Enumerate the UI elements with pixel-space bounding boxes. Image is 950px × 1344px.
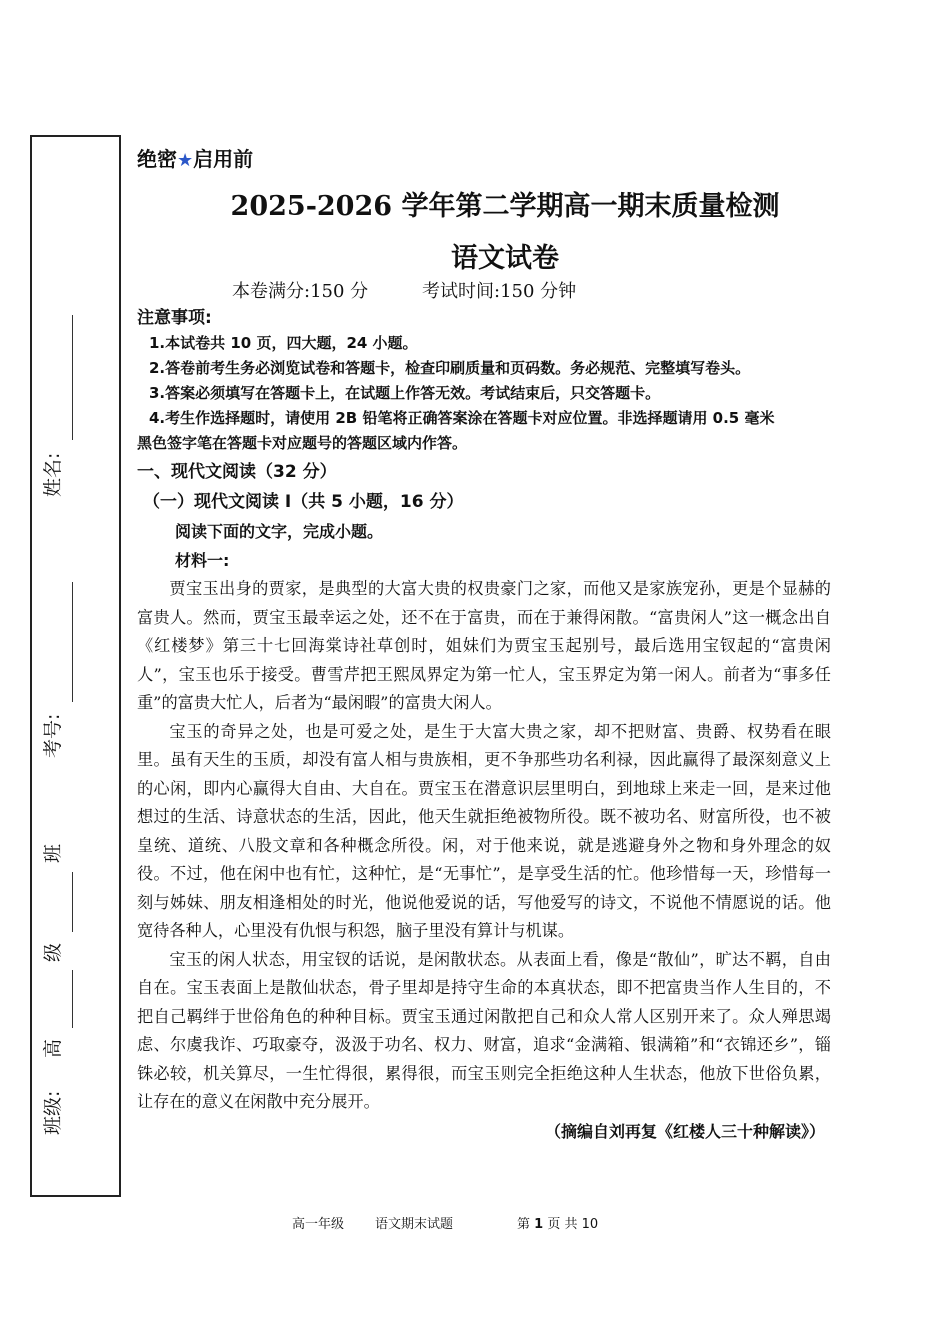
material-paragraph: 贾宝玉出身的贾家，是典型的大富大贵的权贵豪门之家，而他又是家族宠孙，更是个显赫的富贵人。然而，贾宝玉最幸运之处，还不在于富贵，而在于兼得闲散。“富贵闲人”这一概念出自《红楼梦》第三十七回海棠诗社草创时，姐妹们为贾宝玉起别号，最后选用宝钗起的“富贵闲人”，宝玉也乐于接受。曹雪芹把王熙凤界定为第一忙人，宝玉界定为第一闲人。前者为“事多任重”的富贵大忙人，后者为“最闲暇”的富贵大闲人。 xyxy=(137,579,831,712)
page-total: 10 xyxy=(581,1217,599,1232)
page-pre: 第 xyxy=(517,1217,531,1232)
gao-char: 高 xyxy=(42,1038,64,1058)
ban-char: 班 xyxy=(42,843,64,863)
exam-title: 2025-2026 学年第二学期高一期末质量检测 xyxy=(230,191,780,222)
grade-number-field-line[interactable] xyxy=(72,970,73,1028)
ji-char: 级 xyxy=(42,942,64,962)
exam-subtitle: 语文试卷 xyxy=(451,243,559,274)
full-score: 本卷满分:150 分 xyxy=(232,281,369,302)
notice-item: 4.考生作选择题时，请使用 2B 铅笔将正确答案涂在答题卡对应位置。非选择题请用 0.5 毫米 xyxy=(149,409,775,427)
footer-grade: 高一年级 xyxy=(292,1217,345,1232)
exam-number-field-line[interactable] xyxy=(72,582,73,702)
name-field-line[interactable] xyxy=(72,315,73,440)
notice-item: 3.答案必须填写在答题卡上，在试题上作答无效。考试结束后，只交答题卡。 xyxy=(149,384,661,402)
part-title: （一）现代文阅读 I（共 5 小题，16 分） xyxy=(143,492,464,512)
source-citation: （摘编自刘再复《红楼人三十种解读》） xyxy=(544,1121,825,1141)
material-paragraph: 宝玉的奇异之处，也是可爱之处，是生于大富大贵之家，却不把财富、贵爵、权势看在眼里。虽有天生的玉质，却没有富人相与贵族相，更不争那些功名利禄，因此赢得了最深刻意义上的心闲，即内心赢得大自由、大自在。贾宝玉在潜意识层里明白，到地球上来走一回，是来过他想过的生活、诗意状态的生活，因此，他天生就拒绝被物所役。既不被功名、财富所役，也不被皇统、道统、八股文章和各种概念所役。闲，对于他来说，就是逃避身外之物和身外理念的奴役。不过，他在闲中也有忙，这种忙，是“无事忙”，是享受生活的忙。他珍惜每一天，珍惜每一刻与姊妹、朋友相逢相处的时光，他说他爱说的话，写他爱写的诗文，不说他不情愿说的话。他宽待各种人，心里没有仇恨与积怨，脑子里没有算计与机谋。 xyxy=(137,721,831,940)
material-label: 材料一: xyxy=(175,551,230,570)
star-icon: ★ xyxy=(177,150,194,171)
section-title: 一、现代文阅读（32 分） xyxy=(137,462,337,482)
page-indicator xyxy=(517,1213,598,1232)
name-label: 姓名: xyxy=(42,452,64,497)
notice-item: 黑色签字笔在答题卡对应题号的答题区域内作答。 xyxy=(137,434,468,452)
class-number-field-line[interactable] xyxy=(72,872,73,932)
before-use-text: 启用前 xyxy=(193,147,254,171)
notice-title: 注意事项: xyxy=(137,308,212,328)
exam-number-label: 考号: xyxy=(42,713,64,758)
class-label: 班级: xyxy=(42,1090,64,1135)
confidential-mark xyxy=(137,143,253,172)
page-mid: 页 共 xyxy=(547,1217,578,1232)
binding-line-box xyxy=(30,135,121,1197)
exam-content xyxy=(137,305,831,1147)
exam-time: 考试时间:150 分钟 xyxy=(422,281,577,302)
reading-instruction: 阅读下面的文字，完成小题。 xyxy=(175,522,384,541)
confidential-text: 绝密 xyxy=(137,147,177,171)
footer-subject: 语文期末试题 xyxy=(375,1217,454,1232)
page-number: 1 xyxy=(534,1217,544,1232)
notice-item: 2.答卷前考生务必浏览试卷和答题卡，检查印刷质量和页码数。务必规范、完整填写卷头。 xyxy=(149,359,751,377)
notice-item: 1.本试卷共 10 页，四大题，24 小题。 xyxy=(149,334,418,352)
material-paragraph: 宝玉的闲人状态，用宝钗的话说，是闲散状态。从表面上看，像是“散仙”，旷达不羁，自由自在。宝玉表面上是散仙状态，骨子里却是持守生命的本真状态，即不把富贵当作人生目的，不把自己羁绊于世俗角色的种种目标。贾宝玉通过闲散把自己和众人常人区别开来了。众人殚思竭虑、尔虞我诈、巧取豪夺，汲汲于功名、权力、财富，追求“金满箱、银满箱”和“衣锦还乡”，锱铢必较，机关算尽，一生忙得很，累得很，而宝玉则完全拒绝这种人生状态，他放下世俗负累，让存在的意义在闲散中充分展开。 xyxy=(137,949,831,1111)
